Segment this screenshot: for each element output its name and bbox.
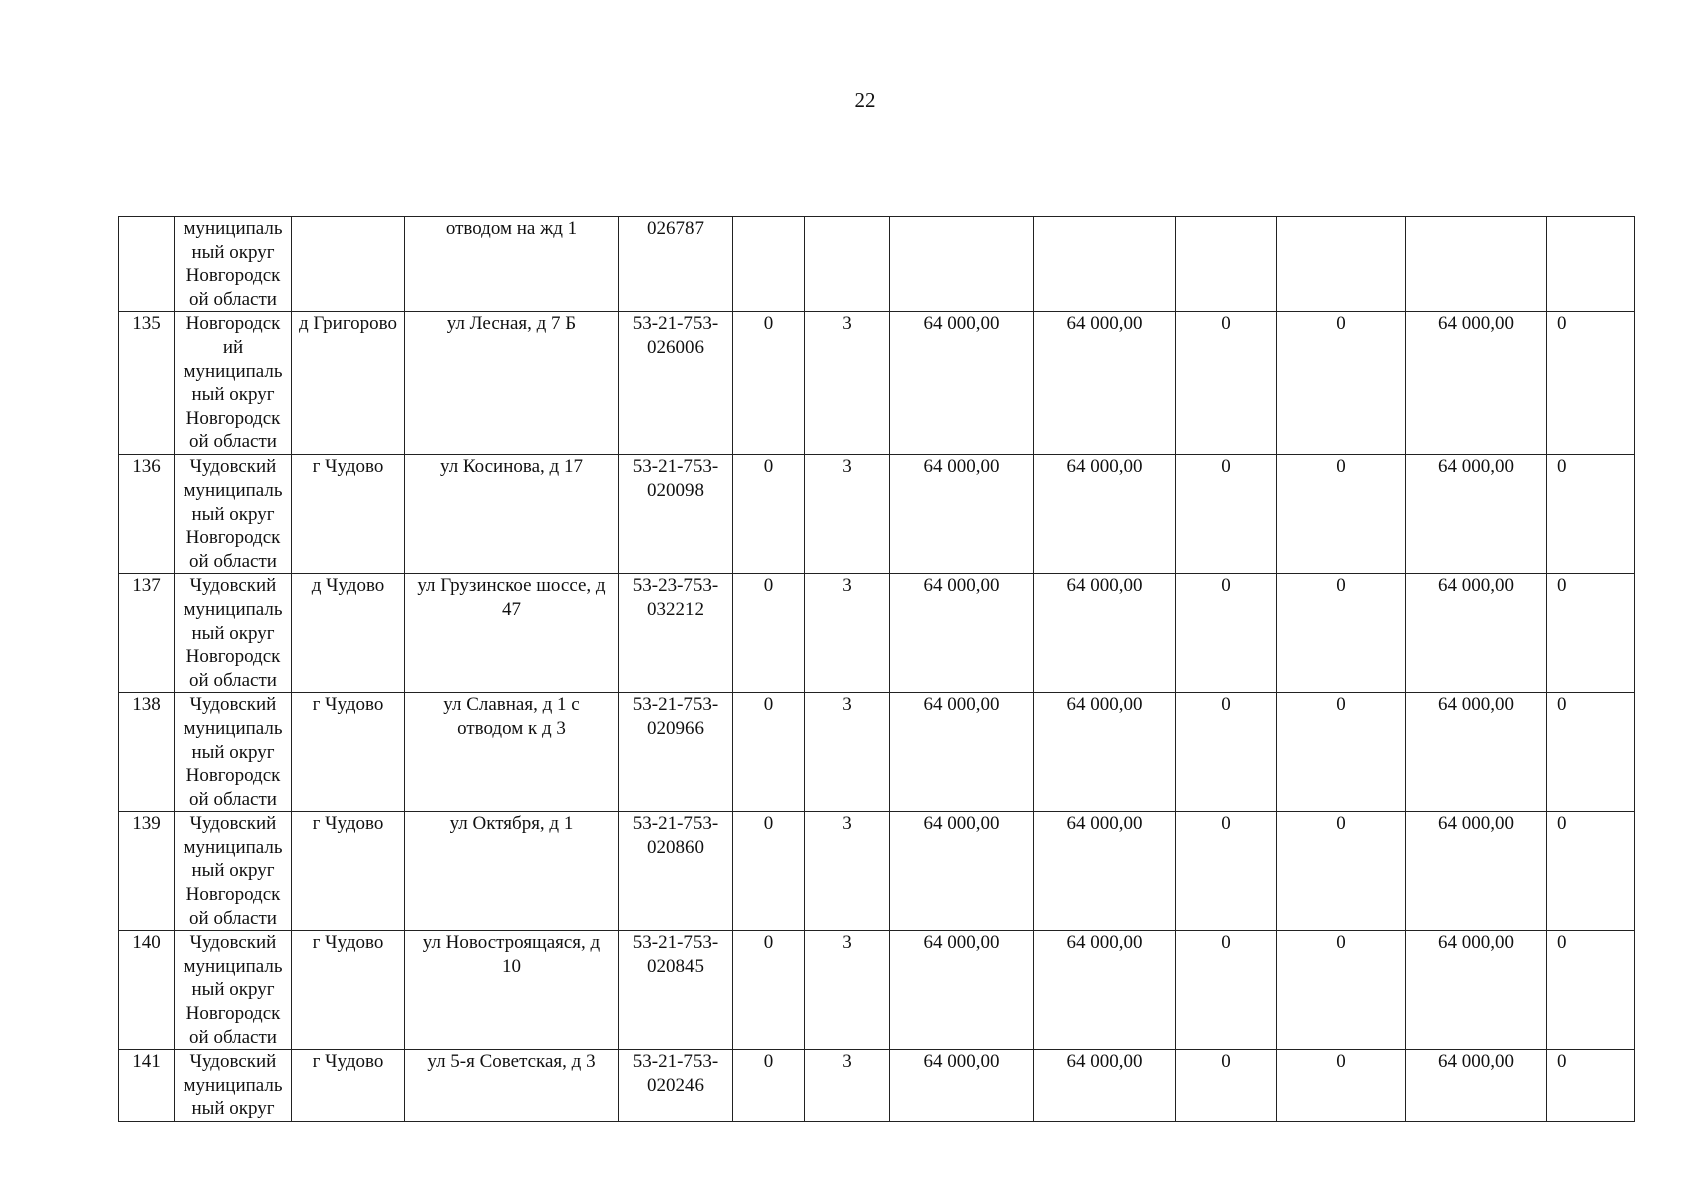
value-cell: 0 <box>1547 693 1635 812</box>
row-number-cell: 135 <box>119 312 175 455</box>
value-cell: 0 <box>1277 931 1406 1050</box>
value-cell: 0 <box>1176 455 1277 574</box>
value-cell <box>1176 217 1277 312</box>
code-cell: 53-21-753- 020966 <box>619 693 733 812</box>
value-cell: 0 <box>1547 455 1635 574</box>
value-cell <box>733 217 805 312</box>
value-cell: 0 <box>1176 812 1277 931</box>
address-cell: ул Октября, д 1 <box>405 812 619 931</box>
locality-cell: г Чудово <box>292 812 405 931</box>
code-cell: 53-23-753- 032212 <box>619 574 733 693</box>
amount-cell: 64 000,00 <box>890 812 1034 931</box>
address-cell: ул Славная, д 1 с отводом к д 3 <box>405 693 619 812</box>
value-cell: 0 <box>1277 812 1406 931</box>
amount-cell: 64 000,00 <box>1406 693 1547 812</box>
value-cell <box>805 217 890 312</box>
value-cell: 0 <box>1277 312 1406 455</box>
code-cell: 53-21-753- 020860 <box>619 812 733 931</box>
table-row <box>119 217 1635 312</box>
amount-cell <box>1406 217 1547 312</box>
value-cell: 0 <box>733 812 805 931</box>
value-cell: 0 <box>733 931 805 1050</box>
district-cell: муниципаль ный округ Новгородск ой области <box>175 217 292 312</box>
row-number-cell <box>119 217 175 312</box>
value-cell: 0 <box>1547 312 1635 455</box>
row-number-cell: 139 <box>119 812 175 931</box>
value-cell: 0 <box>733 455 805 574</box>
value-cell: 0 <box>1176 693 1277 812</box>
value-cell: 0 <box>733 312 805 455</box>
row-number-cell: 141 <box>119 1050 175 1122</box>
code-cell: 53-21-753- 020246 <box>619 1050 733 1122</box>
amount-cell: 64 000,00 <box>1406 812 1547 931</box>
amount-cell: 64 000,00 <box>1034 1050 1176 1122</box>
amount-cell <box>1034 217 1176 312</box>
value-cell: 0 <box>1277 693 1406 812</box>
row-number-cell: 136 <box>119 455 175 574</box>
locality-cell: г Чудово <box>292 931 405 1050</box>
value-cell: 0 <box>733 1050 805 1122</box>
value-cell: 0 <box>1547 574 1635 693</box>
address-cell: ул Лесная, д 7 Б <box>405 312 619 455</box>
address-cell: ул Новостроящаяся, д 10 <box>405 931 619 1050</box>
row-number-cell: 137 <box>119 574 175 693</box>
district-cell: Чудовский муниципаль ный округ Новгородск ой области <box>175 931 292 1050</box>
value-cell: 3 <box>805 693 890 812</box>
district-cell: Чудовский муниципаль ный округ Новгородск ой области <box>175 693 292 812</box>
address-cell: ул Грузинское шоссе, д 47 <box>405 574 619 693</box>
value-cell <box>1277 217 1406 312</box>
value-cell: 3 <box>805 812 890 931</box>
housing-table <box>118 216 1635 1122</box>
locality-cell: г Чудово <box>292 455 405 574</box>
table-row <box>119 931 1635 1050</box>
amount-cell: 64 000,00 <box>1406 574 1547 693</box>
code-cell: 026787 <box>619 217 733 312</box>
district-cell: Новгородск ий муниципаль ный округ Новгородск ой области <box>175 312 292 455</box>
row-number-cell: 140 <box>119 931 175 1050</box>
value-cell: 3 <box>805 1050 890 1122</box>
value-cell: 0 <box>1176 1050 1277 1122</box>
amount-cell: 64 000,00 <box>1034 931 1176 1050</box>
table-row <box>119 693 1635 812</box>
table-row <box>119 812 1635 931</box>
value-cell: 3 <box>805 312 890 455</box>
district-cell: Чудовский муниципаль ный округ Новгородск ой области <box>175 455 292 574</box>
table-row <box>119 312 1635 455</box>
value-cell: 0 <box>733 693 805 812</box>
amount-cell: 64 000,00 <box>890 312 1034 455</box>
amount-cell: 64 000,00 <box>1406 931 1547 1050</box>
locality-cell: г Чудово <box>292 1050 405 1122</box>
amount-cell: 64 000,00 <box>890 455 1034 574</box>
row-number-cell: 138 <box>119 693 175 812</box>
value-cell: 3 <box>805 455 890 574</box>
code-cell: 53-21-753- 020098 <box>619 455 733 574</box>
amount-cell <box>890 217 1034 312</box>
amount-cell: 64 000,00 <box>890 1050 1034 1122</box>
amount-cell: 64 000,00 <box>890 931 1034 1050</box>
locality-cell <box>292 217 405 312</box>
value-cell: 0 <box>1277 1050 1406 1122</box>
amount-cell: 64 000,00 <box>1406 312 1547 455</box>
amount-cell: 64 000,00 <box>1406 1050 1547 1122</box>
locality-cell: г Чудово <box>292 693 405 812</box>
value-cell: 0 <box>1277 455 1406 574</box>
table-row <box>119 574 1635 693</box>
value-cell: 0 <box>1176 931 1277 1050</box>
district-cell: Чудовский муниципаль ный округ Новгородск ой области <box>175 574 292 693</box>
table-row <box>119 455 1635 574</box>
value-cell: 0 <box>1547 931 1635 1050</box>
amount-cell: 64 000,00 <box>1406 455 1547 574</box>
table-row <box>119 1050 1635 1122</box>
value-cell: 0 <box>1547 1050 1635 1122</box>
amount-cell: 64 000,00 <box>1034 312 1176 455</box>
amount-cell: 64 000,00 <box>890 693 1034 812</box>
address-cell: ул Косинова, д 17 <box>405 455 619 574</box>
code-cell: 53-21-753- 020845 <box>619 931 733 1050</box>
value-cell: 3 <box>805 574 890 693</box>
page-number: 22 <box>854 88 876 112</box>
amount-cell: 64 000,00 <box>1034 455 1176 574</box>
locality-cell: д Григорово <box>292 312 405 455</box>
value-cell <box>1547 217 1635 312</box>
district-cell: Чудовский муниципаль ный округ <box>175 1050 292 1122</box>
district-cell: Чудовский муниципаль ный округ Новгородск ой области <box>175 812 292 931</box>
amount-cell: 64 000,00 <box>1034 812 1176 931</box>
locality-cell: д Чудово <box>292 574 405 693</box>
address-cell: отводом на жд 1 <box>405 217 619 312</box>
value-cell: 3 <box>805 931 890 1050</box>
value-cell: 0 <box>1176 574 1277 693</box>
amount-cell: 64 000,00 <box>1034 574 1176 693</box>
value-cell: 0 <box>1547 812 1635 931</box>
value-cell: 0 <box>1176 312 1277 455</box>
value-cell: 0 <box>733 574 805 693</box>
amount-cell: 64 000,00 <box>890 574 1034 693</box>
code-cell: 53-21-753- 026006 <box>619 312 733 455</box>
value-cell: 0 <box>1277 574 1406 693</box>
amount-cell: 64 000,00 <box>1034 693 1176 812</box>
address-cell: ул 5-я Советская, д 3 <box>405 1050 619 1122</box>
